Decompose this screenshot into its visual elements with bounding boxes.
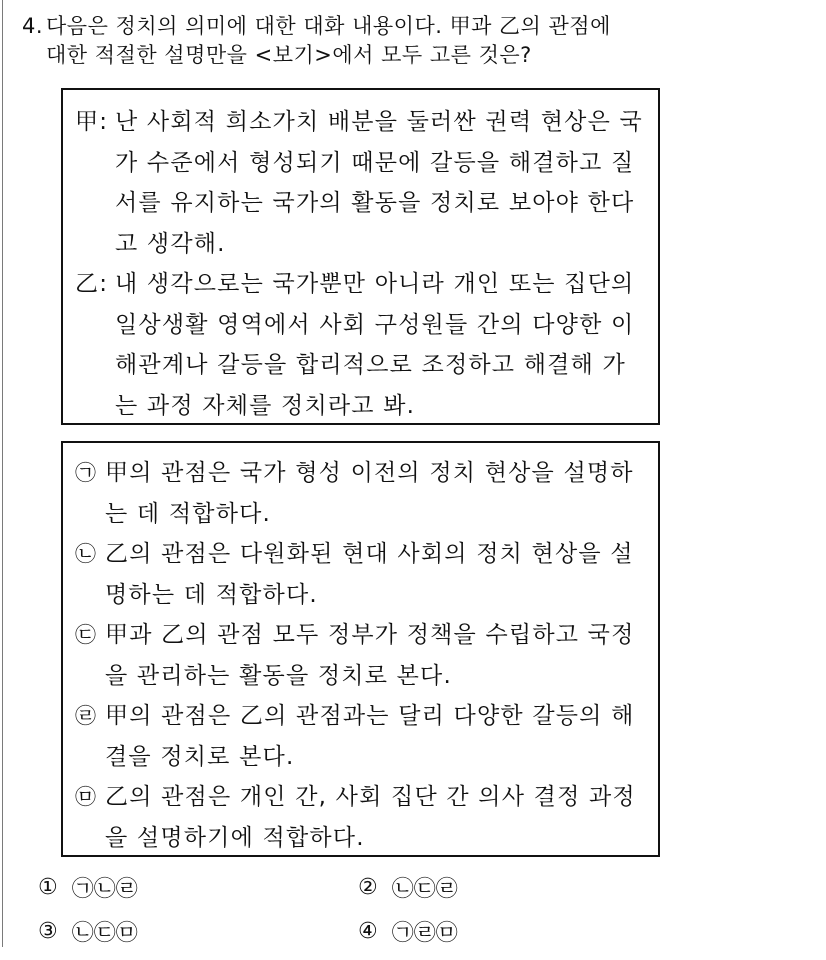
speaker-statement: 난 사회적 희소가치 배분을 둘러싼 권력 현상은 국가 수준에서 형성되기 때문에 갈등을 해결하고 질서를 유지하는 국가의 활동을 정치로 보아야 한다고 생각해. <box>115 109 643 257</box>
bogi-item-b <box>75 534 658 615</box>
speaker-label: 乙: <box>75 271 109 297</box>
bogi-statement: 甲과 乙의 관점 모두 정부가 정책을 수립하고 국정을 관리하는 활동을 정치로 본다. <box>105 622 635 689</box>
speaker-label: 甲: <box>75 109 109 135</box>
answer-choice-4[interactable] <box>358 916 458 947</box>
page-left-border <box>2 0 3 947</box>
bogi-marker: ㉢ <box>75 623 98 647</box>
bogi-statement: 乙의 관점은 다원화된 현대 사회의 정치 현상을 설명하는 데 적합하다. <box>105 541 634 608</box>
question-number: 4. <box>22 14 44 38</box>
bogi-box <box>61 441 660 857</box>
question-line-2: 대한 적절한 설명만을 <보기>에서 모두 고른 것은? <box>46 43 532 67</box>
answer-choice-3[interactable] <box>38 916 138 947</box>
question-line-1: 다음은 정치의 의미에 대한 대화 내용이다. 甲과 乙의 관점에 <box>46 14 611 38</box>
dialog-speaker-eul <box>75 264 658 426</box>
question-stem <box>22 12 802 70</box>
dialog-box <box>61 88 660 425</box>
choice-value: ㉠㉣㉤ <box>391 921 458 946</box>
choice-row-2 <box>38 916 738 960</box>
choice-number: ① <box>38 875 58 900</box>
bogi-statement: 乙의 관점은 개인 간, 사회 집단 간 의사 결정 과정을 설명하기에 적합하다. <box>105 784 636 851</box>
bogi-statement: 甲의 관점은 국가 형성 이전의 정치 현상을 설명하는 데 적합하다. <box>105 460 634 527</box>
bogi-statement: 甲의 관점은 乙의 관점과는 달리 다양한 갈등의 해결을 정치로 본다. <box>105 703 635 770</box>
bogi-marker: ㉤ <box>75 785 98 809</box>
answer-choice-2[interactable] <box>358 872 458 903</box>
answer-choice-1[interactable] <box>38 872 138 903</box>
bogi-item-a <box>75 453 658 534</box>
choice-value: ㉡㉢㉣ <box>391 877 458 902</box>
choice-value: ㉡㉢㉤ <box>71 921 138 946</box>
choice-value: ㉠㉡㉣ <box>71 877 138 902</box>
choice-number: ④ <box>358 919 378 944</box>
bogi-item-c <box>75 615 658 696</box>
bogi-marker: ㉣ <box>75 704 98 728</box>
dialog-speaker-gap <box>75 102 658 264</box>
bogi-marker: ㉠ <box>75 461 98 485</box>
choice-number: ③ <box>38 919 58 944</box>
bogi-item-d <box>75 696 658 777</box>
bogi-marker: ㉡ <box>75 542 98 566</box>
bogi-item-e <box>75 777 658 858</box>
speaker-statement: 내 생각으로는 국가뿐만 아니라 개인 또는 집단의 일상생활 영역에서 사회 구성원들 간의 다양한 이해관계나 갈등을 합리적으로 조정하고 해결해 가는 과정 자체를 정치라고 봐. <box>115 271 635 419</box>
choice-row-1 <box>38 872 738 916</box>
choice-number: ② <box>358 875 378 900</box>
